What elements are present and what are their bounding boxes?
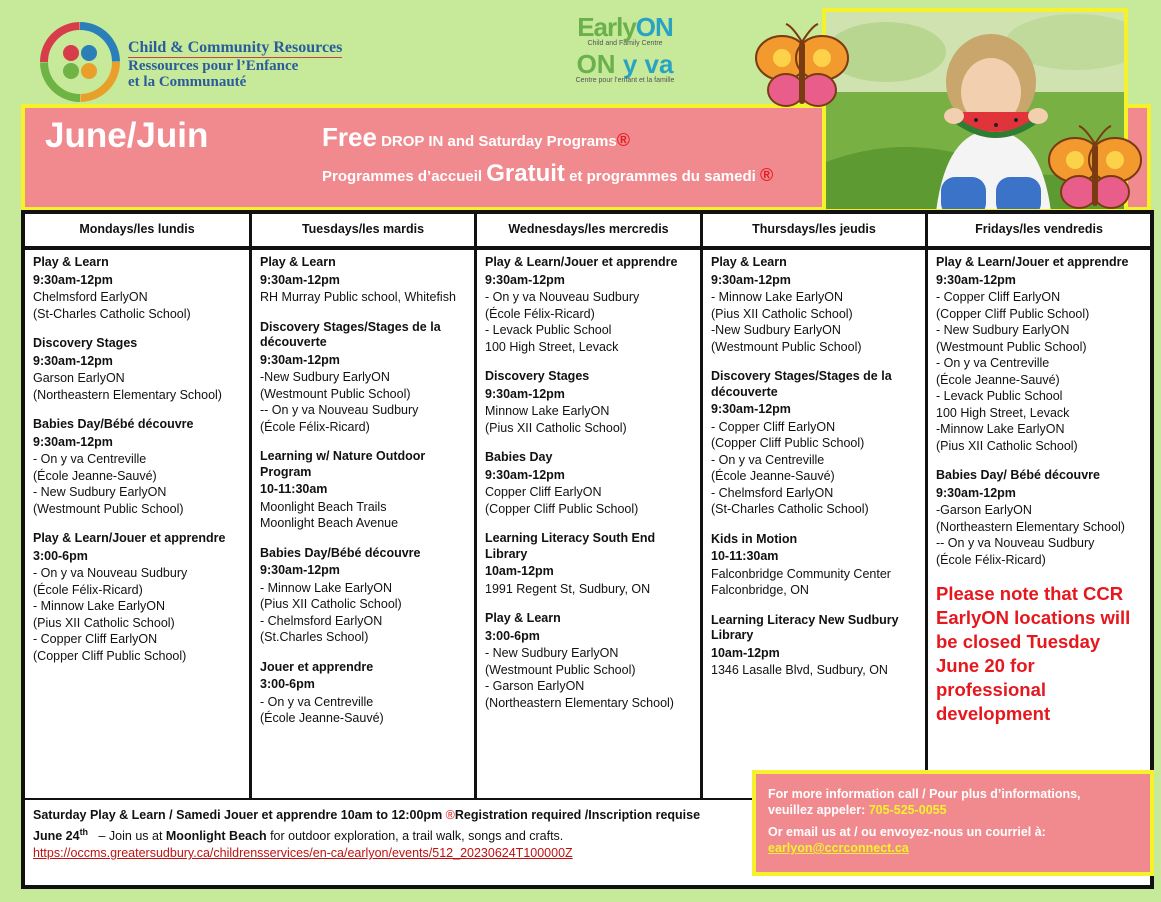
banner-line-fr-post: et programmes du samedi — [564, 168, 760, 185]
program-time: 10am-12pm — [485, 564, 554, 578]
program-location: Minnow Lake EarlyON — [485, 404, 610, 418]
program-title: Play & Learn — [711, 255, 787, 269]
program-location: - Minnow Lake EarlyON — [33, 599, 165, 613]
program-location: (Westmount Public School) — [936, 339, 1087, 354]
program-entry — [260, 546, 466, 646]
program-time: 9:30am-12pm — [260, 352, 340, 367]
weekly-schedule — [21, 210, 1154, 802]
program-location: - New Sudbury EarlyON — [33, 485, 167, 499]
program-location: (Copper Cliff Public School) — [485, 501, 639, 516]
program-location: (Pius XII Catholic School) — [33, 615, 175, 630]
program-location: (Copper Cliff Public School) — [33, 648, 187, 663]
earlyon-subtitle-fr: Centre pour l’enfant et la famille — [575, 77, 675, 84]
program-entry — [33, 336, 241, 403]
program-entry — [33, 417, 241, 517]
program-time: 10-11:30am — [260, 482, 328, 496]
program-entry — [711, 255, 917, 355]
program-location: - Chelmsford EarlyON — [711, 485, 834, 500]
org-name-fr-1: Ressources pour l’Enfance — [128, 58, 299, 74]
program-location: (École Jeanne-Sauvé) — [711, 469, 835, 483]
program-location: - Copper Cliff EarlyON — [711, 419, 836, 434]
program-time: 9:30am-12pm — [33, 272, 113, 287]
program-location: - Levack Public School — [485, 323, 612, 337]
info-line-2: veuillez appeler: — [768, 803, 869, 817]
onyva-on: ON — [576, 49, 616, 79]
program-location: (École Jeanne-Sauvé) — [260, 711, 384, 725]
program-entry — [485, 611, 692, 711]
program-location: (Northeastern Elementary School) — [33, 387, 222, 402]
program-entry — [260, 320, 466, 436]
banner-line-en-text: DROP IN and Saturday Programs — [376, 133, 617, 150]
program-location: - New Sudbury EarlyON — [485, 646, 619, 660]
program-location: - On y va Nouveau Sudbury — [485, 290, 640, 304]
program-location: - New Sudbury EarlyON — [936, 323, 1070, 337]
program-time: 9:30am-12pm — [33, 434, 113, 449]
program-time: 9:30am-12pm — [711, 272, 791, 287]
program-entry — [260, 255, 466, 306]
day-column — [25, 214, 252, 798]
day-programs — [703, 250, 925, 698]
saturday-details-post: for outdoor exploration, a trail walk, songs and crafts. — [266, 829, 564, 844]
program-entry — [711, 613, 917, 679]
free-word: Free — [322, 122, 377, 152]
info-line-3: Or email us at / ou envoyez-nous un courriel à: — [768, 825, 1046, 839]
day-header: Tuesdays/les mardis — [252, 214, 474, 250]
program-location: Falconbridge Community Center — [711, 566, 891, 581]
program-location: (Pius XII Catholic School) — [485, 420, 627, 435]
phone-number[interactable]: 705-525-0055 — [868, 803, 947, 817]
program-time: 3:00-6pm — [260, 677, 315, 691]
program-title: Babies Day — [485, 450, 553, 464]
program-title: Play & Learn/Jouer et apprendre — [33, 531, 226, 545]
program-title: Play & Learn — [485, 611, 561, 625]
program-time: 9:30am-12pm — [33, 353, 113, 368]
closure-notice: Please note that CCR EarlyON locations will be closed Tuesday June 20 for professional development — [936, 583, 1131, 724]
program-entry — [33, 531, 241, 664]
saturday-date: June 24 — [33, 829, 80, 844]
program-location: - Garson EarlyON — [485, 679, 585, 693]
program-entry — [485, 369, 692, 436]
program-location: (École Jeanne-Sauvé) — [33, 468, 157, 483]
program-location: - Chelmsford EarlyON — [260, 613, 383, 628]
info-line-1: For more information call / Pour plus d’informations, — [768, 787, 1081, 801]
ccr-org-name — [128, 40, 342, 90]
program-location: - On y va Centreville — [711, 452, 825, 467]
day-header: Wednesdays/les mercredis — [477, 214, 700, 250]
program-location: 1991 Regent St, Sudbury, ON — [485, 581, 651, 596]
program-location: - On y va Centreville — [936, 356, 1050, 370]
butterfly-icon — [752, 22, 852, 122]
day-programs — [477, 250, 700, 730]
program-location: (St.Charles School) — [260, 630, 369, 644]
saturday-details-pre: – Join us at — [98, 829, 166, 844]
banner-line-en — [322, 122, 630, 153]
program-title: Discovery Stages — [33, 336, 138, 350]
event-link[interactable]: https://occms.greatersudbury.ca/childrensservices/en-ca/earlyon/events/512_20230624T100000Z — [33, 846, 573, 861]
butterfly-icon — [1036, 124, 1154, 224]
program-location: (École Félix-Ricard) — [936, 552, 1046, 567]
program-title: Discovery Stages/Stages de la découverte — [260, 319, 441, 349]
gratuit-word: Gratuit — [486, 160, 565, 187]
program-location: Chelmsford EarlyON — [33, 290, 148, 304]
program-time: 9:30am-12pm — [485, 272, 565, 287]
program-entry — [936, 468, 1142, 568]
program-time: 9:30am-12pm — [485, 386, 565, 401]
program-location: Moonlight Beach Avenue — [260, 516, 399, 530]
onyva-word: y va — [622, 49, 674, 79]
program-entry — [33, 255, 241, 322]
program-location: 100 High Street, Levack — [485, 339, 619, 354]
contact-info-box — [752, 770, 1154, 876]
program-location: (Northeastern Elementary School) — [936, 519, 1125, 534]
day-header: Fridays/les vendredis — [928, 214, 1150, 250]
program-time: 9:30am-12pm — [260, 563, 340, 577]
org-name-en: Child & Community Resources — [128, 39, 343, 56]
program-location: (Pius XII Catholic School) — [260, 597, 402, 611]
saturday-date-suffix: th — [79, 827, 89, 837]
program-time: 10am-12pm — [711, 645, 780, 660]
program-location: -Minnow Lake EarlyON — [936, 422, 1065, 436]
program-location: (École Jeanne-Sauvé) — [936, 372, 1060, 387]
program-location: (Pius XII Catholic School) — [936, 438, 1078, 453]
program-location: (Westmount Public School) — [260, 386, 411, 401]
earlyon-on: ON — [635, 12, 673, 42]
program-entry — [711, 369, 917, 518]
banner-line-fr — [322, 160, 773, 188]
program-title: Play & Learn — [260, 255, 336, 269]
org-name-fr-2: et la Communauté — [128, 74, 247, 90]
program-location: - On y va Centreville — [260, 694, 374, 709]
program-location: (Pius XII Catholic School) — [711, 306, 853, 321]
program-location: - On y va Nouveau Sudbury — [33, 566, 188, 580]
program-location: - Minnow Lake EarlyON — [260, 580, 392, 595]
program-location: (Westmount Public School) — [33, 501, 184, 516]
program-title: Learning w/ Nature Outdoor Program — [260, 449, 426, 479]
program-time: 3:00-6pm — [485, 628, 540, 643]
day-column — [703, 214, 928, 798]
program-location: (École Félix-Ricard) — [33, 582, 143, 597]
program-title: Jouer et apprendre — [260, 659, 374, 674]
program-title: Play & Learn/Jouer et apprendre — [485, 255, 678, 269]
program-location: Copper Cliff EarlyON — [485, 485, 602, 499]
program-entry — [485, 450, 692, 517]
program-title: Babies Day/ Bébé découvre — [936, 468, 1100, 482]
day-programs — [25, 250, 249, 683]
registered-mark: ® — [759, 165, 774, 185]
program-entry — [260, 660, 466, 727]
program-location: Falconbridge, ON — [711, 583, 809, 597]
email-link[interactable]: earlyon@ccrconnect.ca — [768, 841, 909, 855]
program-location: (École Félix-Ricard) — [260, 419, 370, 434]
saturday-place: Moonlight Beach — [165, 829, 267, 844]
program-location: -Garson EarlyON — [936, 503, 1032, 517]
program-entry — [485, 255, 692, 355]
program-location: (St-Charles Catholic School) — [33, 306, 191, 321]
program-title: Babies Day/Bébé découvre — [260, 545, 421, 560]
program-entry — [711, 532, 917, 599]
program-location: - Copper Cliff EarlyON — [33, 632, 158, 646]
banner-line-fr-pre: Programmes d’accueil — [322, 168, 487, 185]
program-title: Babies Day/Bébé découvre — [33, 417, 194, 431]
program-location: -- On y va Nouveau Sudbury — [936, 536, 1095, 550]
day-column — [477, 214, 703, 798]
earlyon-subtitle-en: Child and Family Centre — [587, 40, 663, 47]
program-time: 9:30am-12pm — [711, 402, 791, 416]
program-location: RH Murray Public school, Whitefish — [260, 290, 456, 304]
day-programs — [252, 250, 474, 746]
program-location: (Copper Cliff Public School) — [936, 306, 1090, 321]
program-location: -New Sudbury EarlyON — [260, 370, 390, 384]
program-time: 9:30am-12pm — [936, 485, 1016, 500]
day-header: Mondays/les lundis — [25, 214, 249, 250]
ccr-logo — [40, 22, 120, 102]
program-location: (St-Charles Catholic School) — [711, 502, 869, 516]
day-column — [252, 214, 477, 798]
program-time: 3:00-6pm — [33, 548, 88, 563]
program-location: - Levack Public School — [936, 389, 1063, 403]
program-location: -- On y va Nouveau Sudbury — [260, 403, 419, 417]
program-entry — [936, 255, 1142, 454]
day-column — [928, 214, 1150, 798]
program-location: - Copper Cliff EarlyON — [936, 290, 1061, 304]
program-title: Play & Learn — [33, 255, 109, 269]
month-title: June/Juin — [45, 116, 209, 155]
program-title: Kids in Motion — [711, 531, 798, 546]
program-title: Discovery Stages/Stages de la découverte — [711, 369, 892, 399]
program-title: Learning Literacy New Sudbury Library — [711, 612, 899, 642]
earlyon-logo — [555, 12, 695, 84]
program-location: Garson EarlyON — [33, 371, 125, 385]
program-time: 10-11:30am — [711, 549, 779, 563]
program-location: (École Félix-Ricard) — [485, 306, 595, 321]
program-location: 1346 Lasalle Blvd, Sudbury, ON — [711, 663, 888, 677]
program-time: 9:30am-12pm — [260, 272, 340, 287]
program-location: (Westmount Public School) — [485, 662, 636, 677]
program-entry — [260, 449, 466, 532]
program-location: 100 High Street, Levack — [936, 405, 1070, 420]
program-location: - Minnow Lake EarlyON — [711, 290, 843, 304]
program-time: 9:30am-12pm — [936, 272, 1016, 287]
day-header: Thursdays/les jeudis — [703, 214, 925, 250]
program-location: (Westmount Public School) — [711, 339, 862, 354]
program-location: (Northeastern Elementary School) — [485, 695, 674, 710]
registered-mark: ® — [445, 808, 455, 822]
day-programs — [928, 250, 1150, 731]
program-title: Discovery Stages — [485, 369, 590, 383]
earlyon-word: Early — [577, 12, 636, 42]
program-entry — [485, 531, 692, 597]
program-location: (Copper Cliff Public School) — [711, 436, 865, 450]
program-title: Play & Learn/Jouer et apprendre — [936, 255, 1129, 269]
registered-mark: ® — [616, 130, 630, 150]
program-title: Learning Literacy South End Library — [485, 531, 656, 561]
program-time: 9:30am-12pm — [485, 467, 565, 482]
program-location: Moonlight Beach Trails — [260, 499, 387, 514]
registration-note: Registration required /Inscription requise — [454, 808, 701, 822]
program-location: - On y va Centreville — [33, 452, 147, 466]
saturday-program-title: Saturday Play & Learn / Samedi Jouer et apprendre 10am to 12:00pm — [33, 808, 446, 822]
program-location: -New Sudbury EarlyON — [711, 323, 841, 337]
